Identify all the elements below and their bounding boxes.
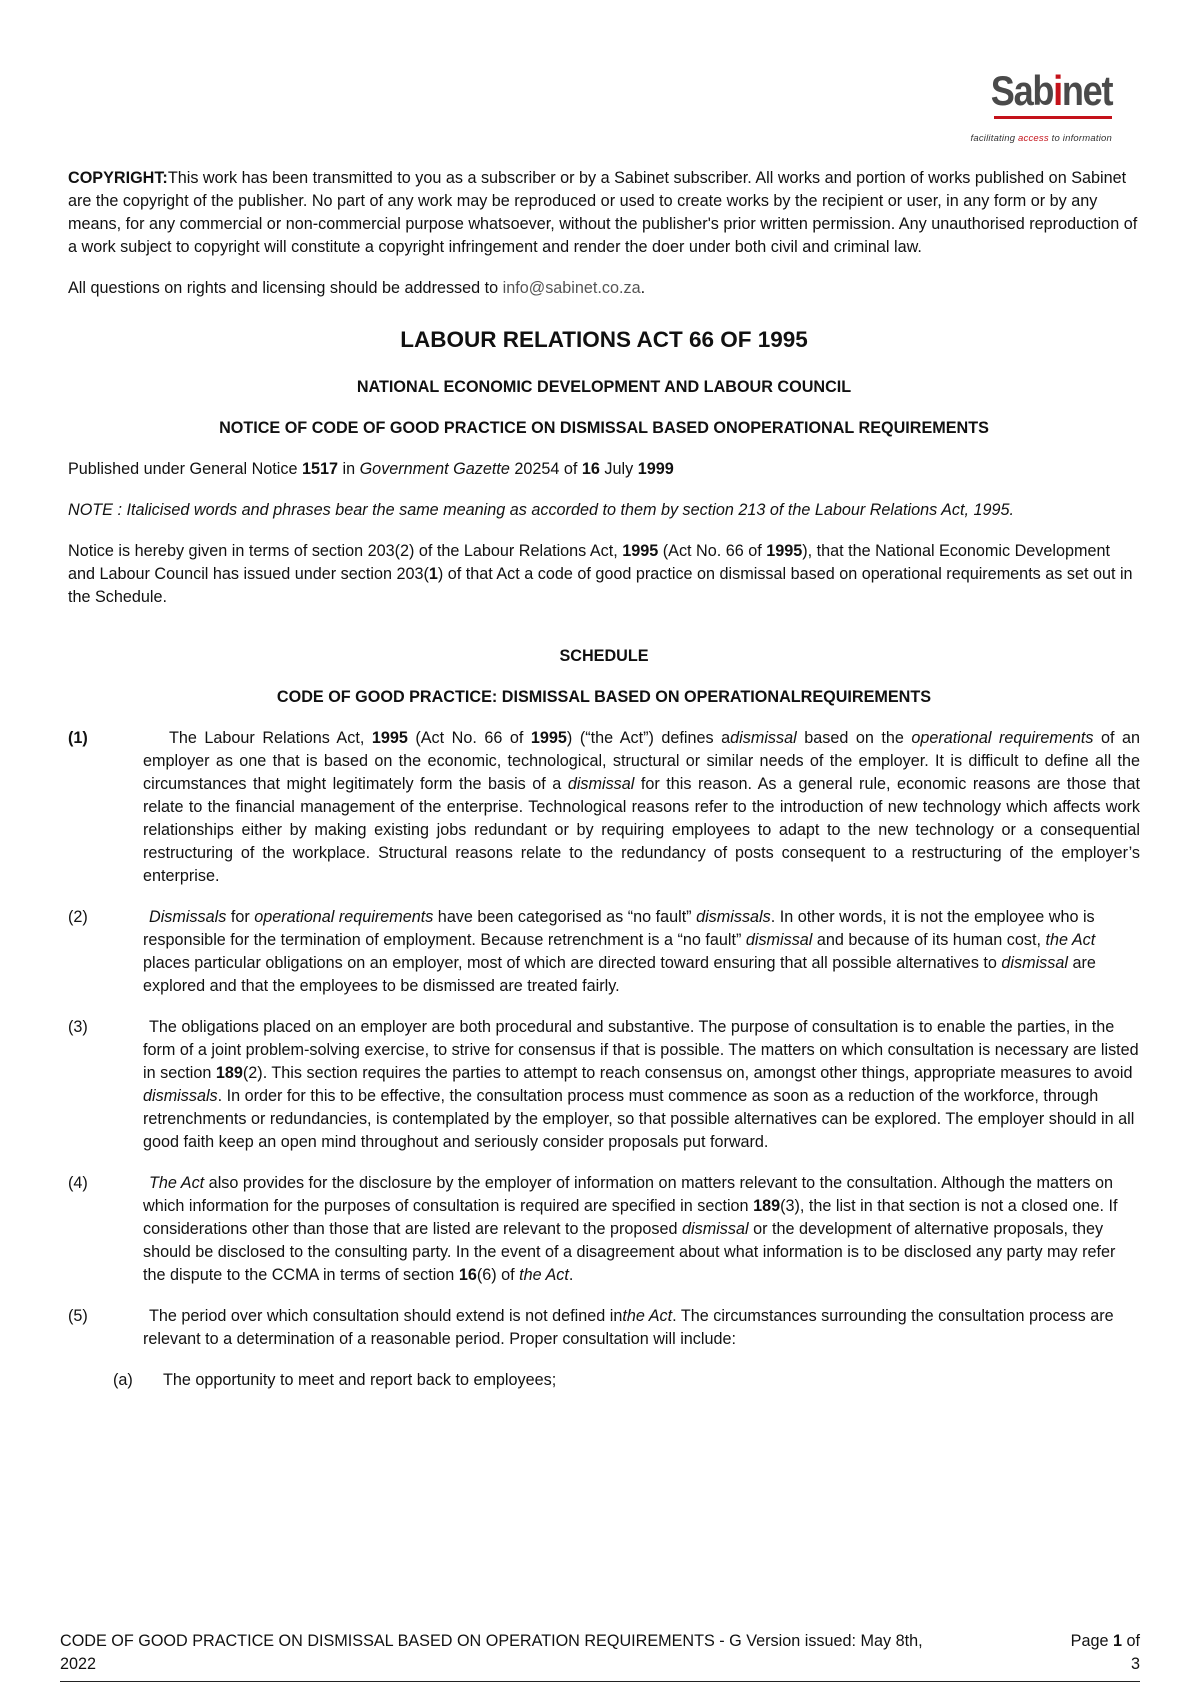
clause-4: (4) The Act also provides for the disclosure by the employer of information on matters relevant to the consultation. Although the matters on which information for the purposes of consultation is required are specified in section 189(3), the list in that section is not a closed one. If considerations other than those that are listed are relevant to the proposed dismissal or the development of alternative proposals, they should be disclosed to the consulting party. In the event of a disagreement about what information is to be disclosed any party may refer the dispute to the CCMA in terms of section 16(6) of the Act. xyxy=(68,1174,1118,1284)
page-indicator: Page 1 of 3 xyxy=(1070,1632,1140,1673)
clause-1: (1) The Labour Relations Act, 1995 (Act No. 66 of 1995) (“the Act”) defines adismissal based on the operational requirements of an employer as one that is based on the economic, technological, structural or similar needs of the employer. It is difficult to define all the circumstances that might legitimately form the basis of a dismissal for this reason. As a general rule, economic reasons are those that relate to the financial management of the enterprise. Technological reasons refer to the introduction of new technology which affects work relationships either by making existing jobs redundant or by requiring employees to adapt to the new technology or a consequential restructuring of the workplace. Structural reasons relate to the redundancy of posts consequent to a restructuring of the employer’s enterprise. xyxy=(68,729,1141,885)
logo-underline xyxy=(994,116,1112,119)
clause-number: (2) xyxy=(68,908,88,926)
clause-2: (2) Dismissals for operational requirements have been categorised as “no fault” dismissals. In other words, it is not the employee who is responsible for the termination of employment. Because retrenchment is a “no fault” dismissal and because of its human cost, the Act places particular obligations on an employer, most of which are directed toward ensuring that all possible alternatives to dismissal are explored and that the employees to be dismissed are treated fairly. xyxy=(68,908,1096,995)
clause-number: (1) xyxy=(68,729,88,747)
clause-3: (3) The obligations placed on an employer are both procedural and substantive. The purpose of consultation is to enable the parties, in the form of a joint problem-solving exercise, to strive for consensus if that is possible. The matters on which consultation is necessary are listed in section 189(2). This section requires the parties to attempt to reach consensus on, amongst other things, appropriate measures to avoid dismissals. In order for this to be effective, the consultation process must commence as soon as a reduction of the workforce, through retrenchments or redundancies, is contemplated by the employer, so that possible alternatives can be explored. The employer should in all good faith keep an open mind throughout and seriously consider proposals put forward. xyxy=(68,1018,1139,1151)
logo-wordmark: Sabinet xyxy=(990,67,1112,114)
document-body xyxy=(68,167,1140,1392)
footer-divider xyxy=(60,1681,1140,1682)
copyright-notice: COPYRIGHT:This work has been transmitted to you as a subscriber or by a Sabinet subscriber. All works and portion of works published on Sabinet are the copyright of the publisher. No part of any work may be reproduced or used to create works by the recipient or user, in any form or by any means, for any commercial or non-commercial purpose whatsoever, without the publisher's prior written permission. Any unauthorised reproduction of a work subject to copyright will constitute a copyright infringement and render the doer under both civil and criminal law. xyxy=(68,169,1138,256)
clause-number: (3) xyxy=(68,1018,88,1036)
email-link[interactable]: info@sabinet.co.za xyxy=(502,279,641,297)
copyright-label: COPYRIGHT: xyxy=(68,169,168,187)
council-heading: NATIONAL ECONOMIC DEVELOPMENT AND LABOUR COUNCIL xyxy=(356,378,852,396)
code-heading: CODE OF GOOD PRACTICE: DISMISSAL BASED ON OPERATIONALREQUIREMENTS xyxy=(276,688,932,706)
sub-clause-number: (a) xyxy=(113,1371,133,1389)
document-title: LABOUR RELATIONS ACT 66 OF 1995 xyxy=(400,327,808,352)
licensing-questions: All questions on rights and licensing should be addressed to info@sabinet.co.za. xyxy=(68,279,646,297)
clause-5-a: (a) The opportunity to meet and report back to employees; xyxy=(68,1369,1140,1392)
sabinet-logo xyxy=(932,67,1112,145)
italics-note: NOTE : Italicised words and phrases bear the same meaning as accorded to them by section 213 of the Labour Relations Act, 1995. xyxy=(68,501,1014,519)
notice-heading: NOTICE OF CODE OF GOOD PRACTICE ON DISMISSAL BASED ONOPERATIONAL REQUIREMENTS xyxy=(219,419,989,437)
notice-paragraph: Notice is hereby given in terms of section 203(2) of the Labour Relations Act, 1995 (Act No. 66 of 1995), that the National Economic Development and Labour Council has issued under section 203(1) of that Act a code of good practice on dismissal based on operational requirements as set out in the Schedule. xyxy=(68,542,1133,606)
clause-number: (5) xyxy=(68,1307,88,1325)
publication-line: Published under General Notice 1517 in Government Gazette 20254 of 16 July 1999 xyxy=(68,460,674,478)
logo-tagline: facilitating access to information xyxy=(970,133,1112,144)
footer-title: CODE OF GOOD PRACTICE ON DISMISSAL BASED ON OPERATION REQUIREMENTS - G Version issued: May 8th, 2022 xyxy=(60,1632,923,1673)
clause-5: (5) The period over which consultation should extend is not defined inthe Act. The circumstances surrounding the consultation process are relevant to a determination of a reasonable period. Proper consultation will include: xyxy=(68,1307,1114,1348)
schedule-heading: SCHEDULE xyxy=(559,647,649,665)
clause-number: (4) xyxy=(68,1174,88,1192)
